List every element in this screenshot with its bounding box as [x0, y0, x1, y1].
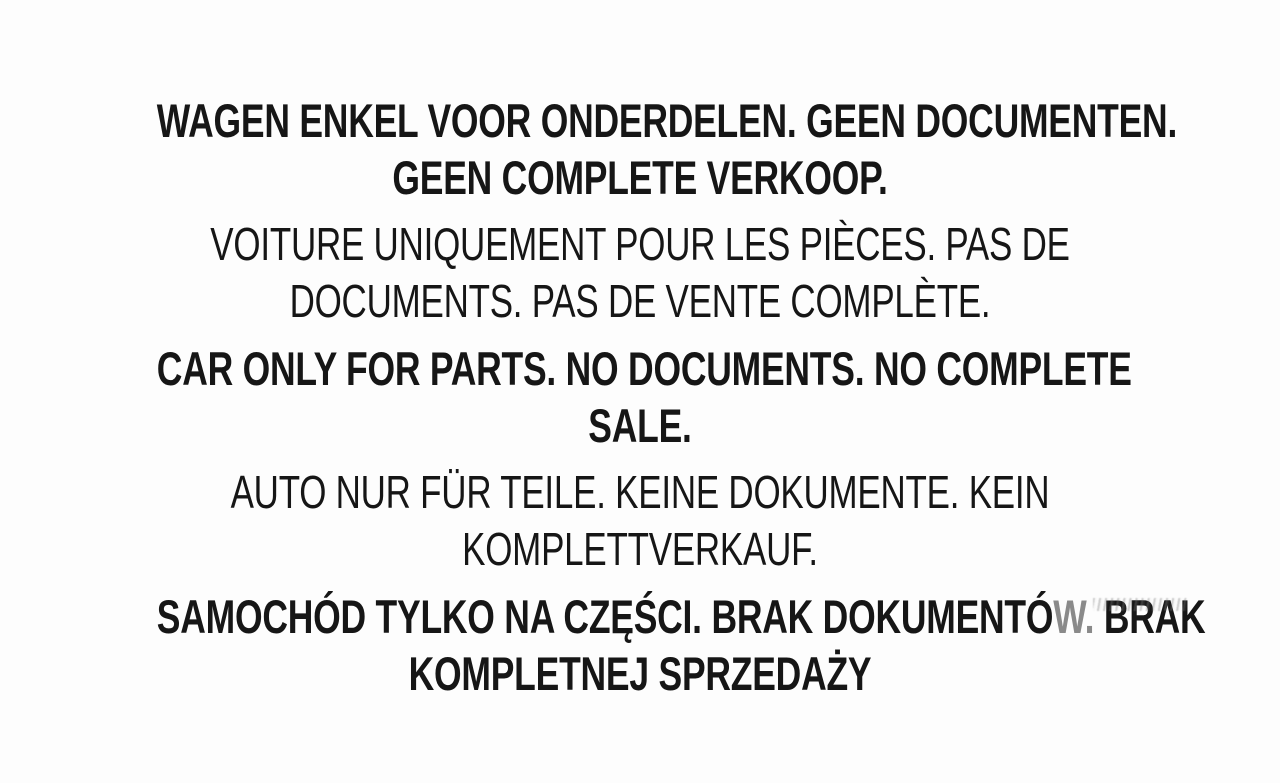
polish-line-text: SAMOCHÓD TYLKO NA CZĘŚCI. BRAK DOKUMENTÓ [156, 590, 1054, 643]
notice-line-german-1: AUTO NUR FÜR TEILE. KEINE DOKUMENTE. KEIN [230, 466, 1050, 518]
notice-line-dutch-2: GEEN COMPLETE VERKOOP. [392, 151, 888, 204]
notice-line-french-2: DOCUMENTS. PAS DE VENTE COMPLÈTE. [289, 275, 991, 327]
watermark-faded-text: W. [1053, 590, 1095, 643]
notice-line-english-2: SALE. [588, 399, 692, 452]
paragraph-german [0, 464, 1280, 578]
paragraph-polish [0, 588, 1280, 702]
notice-line-english-1: CAR ONLY FOR PARTS. NO DOCUMENTS. NO COMPLETE [156, 342, 1132, 395]
paragraph-dutch [0, 92, 1280, 206]
paragraph-english [0, 340, 1280, 454]
notice-line-polish-2: KOMPLETNEJ SPRZEDAŻY [408, 647, 872, 700]
notice-line-dutch-1: WAGEN ENKEL VOOR ONDERDELEN. GEEN DOCUMENTEN. [156, 94, 1178, 147]
polish-line-text-end: BRAK [1094, 590, 1206, 643]
notice-line-german-2: KOMPLETTVERKAUF. [462, 523, 818, 575]
notice-line-polish-1 [156, 588, 1206, 645]
notice-line-french-1: VOITURE UNIQUEMENT POUR LES PIÈCES. PAS DE [210, 218, 1070, 270]
paragraph-french [0, 216, 1280, 330]
